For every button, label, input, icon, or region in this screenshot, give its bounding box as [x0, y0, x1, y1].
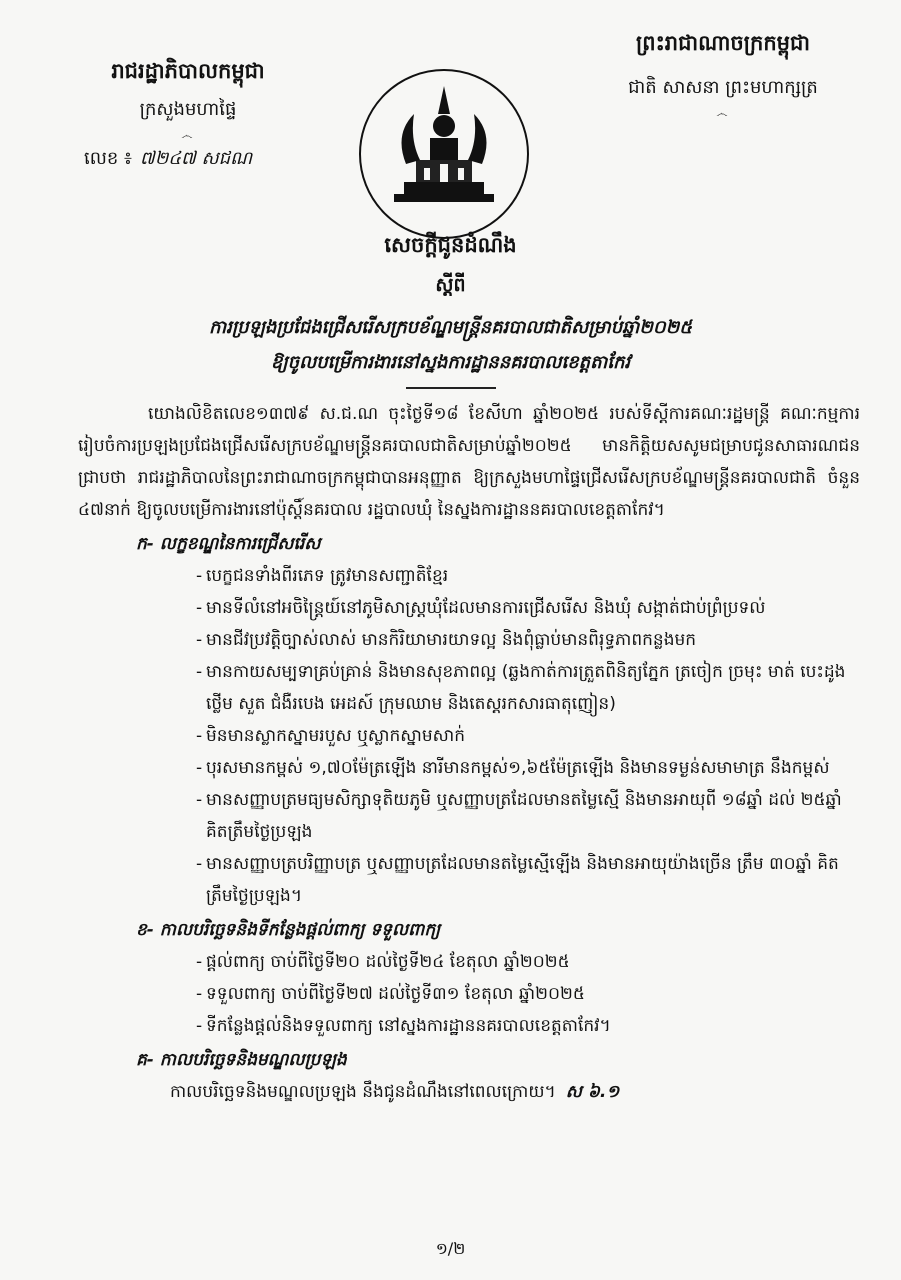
section-a-heading: ក- លក្ខខណ្ឌនៃការជ្រើសរើស [136, 534, 321, 554]
list-item: - មានជីវប្រវត្តិច្បាស់លាស់ មានកិរិយាមារយាទល្អ និងពុំធ្លាប់មានពិរុទ្ធភាពកន្លងមក [196, 630, 697, 650]
ministry-name: ក្រសួងមហាផ្ទៃ [139, 99, 237, 120]
reference-number [84, 146, 252, 173]
handwritten-initials: ស ៦.១ [565, 1082, 620, 1102]
notice-heading: សេចក្តីជូនដំណឹង [384, 233, 517, 257]
list-item: - ទទួលពាក្យ ចាប់ពីថ្ងៃទី២៧ ដល់ថ្ងៃទី៣១ ខែតុលា ឆ្នាំ២០២៥ [196, 984, 585, 1004]
list-item: - មិនមានស្លាកស្នាមរបួស ឬស្លាកស្នាមសាក់ [196, 726, 465, 746]
kingdom-name: ព្រះរាជាណាចក្រកម្ពុជា [635, 31, 810, 55]
title-divider [406, 387, 496, 389]
government-name: រាជរដ្ឋាភិបាលកម្ពុជា [111, 59, 265, 83]
list-item: - មានសញ្ញាបត្របរិញ្ញាបត្រ ឬសញ្ញាបត្រដែលមានតម្លៃស្មើឡើង និងមានអាយុយ៉ាងច្រើន ត្រឹម ៣០ឆ្នាំ គិតត្រឹមថ្ងៃប្រឡង។ [196, 854, 839, 906]
list-item: - ទីកន្លែងផ្តល់និងទទួលពាក្យ នៅស្នងការដ្ឋាននគរបាលខេត្តតាកែវ។ [196, 1016, 611, 1036]
list-item: - ផ្តល់ពាក្យ ចាប់ពីថ្ងៃទី២០ ដល់ថ្ងៃទី២៤ ខែតុលា ឆ្នាំ២០២៥ [196, 952, 570, 972]
notice-title [60, 232, 841, 389]
notice-subject-line-1: ការប្រឡងប្រជែងជ្រើសរើសក្របខ័ណ្ឌមន្ត្រីនគរបាលជាតិសម្រាប់ឆ្នាំ២០២៥ [208, 317, 693, 338]
national-motto: ជាតិ សាសនា ព្រះមហាក្សត្រ [628, 77, 818, 98]
ministry-emblem-icon [354, 64, 534, 244]
issuer-header [58, 58, 318, 143]
ornament-divider: ෴ [716, 106, 730, 120]
section-b-heading: ខ- កាលបរិច្ឆេទនិងទីកន្លែងផ្តល់ពាក្យ ទទួលពាក្យ [136, 920, 441, 940]
notice-about: ស្តីពី [435, 274, 466, 296]
reference-value: ៧២៤៧ សជណ [139, 148, 253, 169]
intro-paragraph: យោងលិខិតលេខ១៣៧៩ ស.ជ.ណ ចុះថ្ងៃទី១៨ ខែសីហា ឆ្នាំ២០២៥ របស់ទីស្តីការគណៈរដ្ឋមន្ត្រី គណៈកម្មការរៀបចំការប្រឡងប្រជែងជ្រើសរើសក្របខ័ណ្ឌមន្ត្រីនគរបាលជាតិសម្រាប់ឆ្នាំ២០២៥ មានកិត្តិយសសូមជម្រាបជូនសាធារណជនជ្រាបថា រាជរដ្ឋាភិបាលនៃព្រះរាជាណាចក្រកម្ពុជាបានអនុញ្ញាត ឱ្យក្រសួងមហាផ្ទៃជ្រើសរើសក្របខ័ណ្ឌមន្ត្រីនគរបាលជាតិ ចំនួន ៤៧នាក់ ឱ្យចូលបម្រើការងារនៅប៉ុស្តិ៍នគរបាល រដ្ឋបាលឃុំ នៃស្នងការដ្ឋាននគរបាលខេត្តតាកែវ។ [78, 404, 860, 520]
reference-label: លេខ ៖ [84, 148, 132, 169]
notice-subject-line-2: ឱ្យចូលបម្រើការងារនៅស្នងការដ្ឋាននគរបាលខេត្តតាកែវ [270, 352, 631, 373]
list-item: - មានទីលំនៅអចិន្ត្រៃយ៍នៅភូមិសាស្ត្រឃុំដែលមានការជ្រើសរើស និងឃុំ សង្កាត់ជាប់ព្រំប្រទល់ [196, 598, 766, 618]
list-item: - បុរសមានកម្ពស់ ១,៧០ម៉ែត្រឡើង នារីមានកម្ពស់១,៦៥ម៉ែត្រឡើង និងមានទម្ងន់សមាមាត្រ នឹងកម្ពស់ [196, 758, 830, 778]
list-item: - មានសញ្ញាបត្រមធ្យមសិក្សាទុតិយភូមិ ឬសញ្ញាបត្រដែលមានតម្លៃស្មើ និងមានអាយុពី ១៨ឆ្នាំ ដល់ ២៥ឆ្នាំ គិតត្រឹមថ្ងៃប្រឡង [196, 790, 842, 842]
kingdom-header [598, 30, 848, 121]
ornament-divider: ෴ [181, 128, 195, 142]
section-c-heading: គ- កាលបរិច្ឆេទនិងមណ្ឌលប្រឡង [136, 1050, 347, 1070]
list-item: - មានកាយសម្បទាគ្រប់គ្រាន់ និងមានសុខភាពល្អ (ឆ្លងកាត់ការត្រួតពិនិត្យភ្នែក ត្រចៀក ច្រមុះ មាត់ បេះដូង ថ្លើម សួត ជំងឺរបេង អេដស៍ ក្រុមឈាម និងតេស្តរកសារធាតុញៀន) [196, 662, 846, 714]
page-number: ១/២ [435, 1239, 466, 1258]
list-item: - បេក្ខជនទាំងពីរភេទ ត្រូវមានសញ្ជាតិខ្មែរ [196, 566, 449, 586]
notice-body [78, 398, 860, 1108]
exam-schedule-text: កាលបរិច្ឆេទនិងមណ្ឌលប្រឡង នឹងជូនដំណឹងនៅពេលក្រោយ។ ស ៦.១ [170, 1082, 620, 1102]
